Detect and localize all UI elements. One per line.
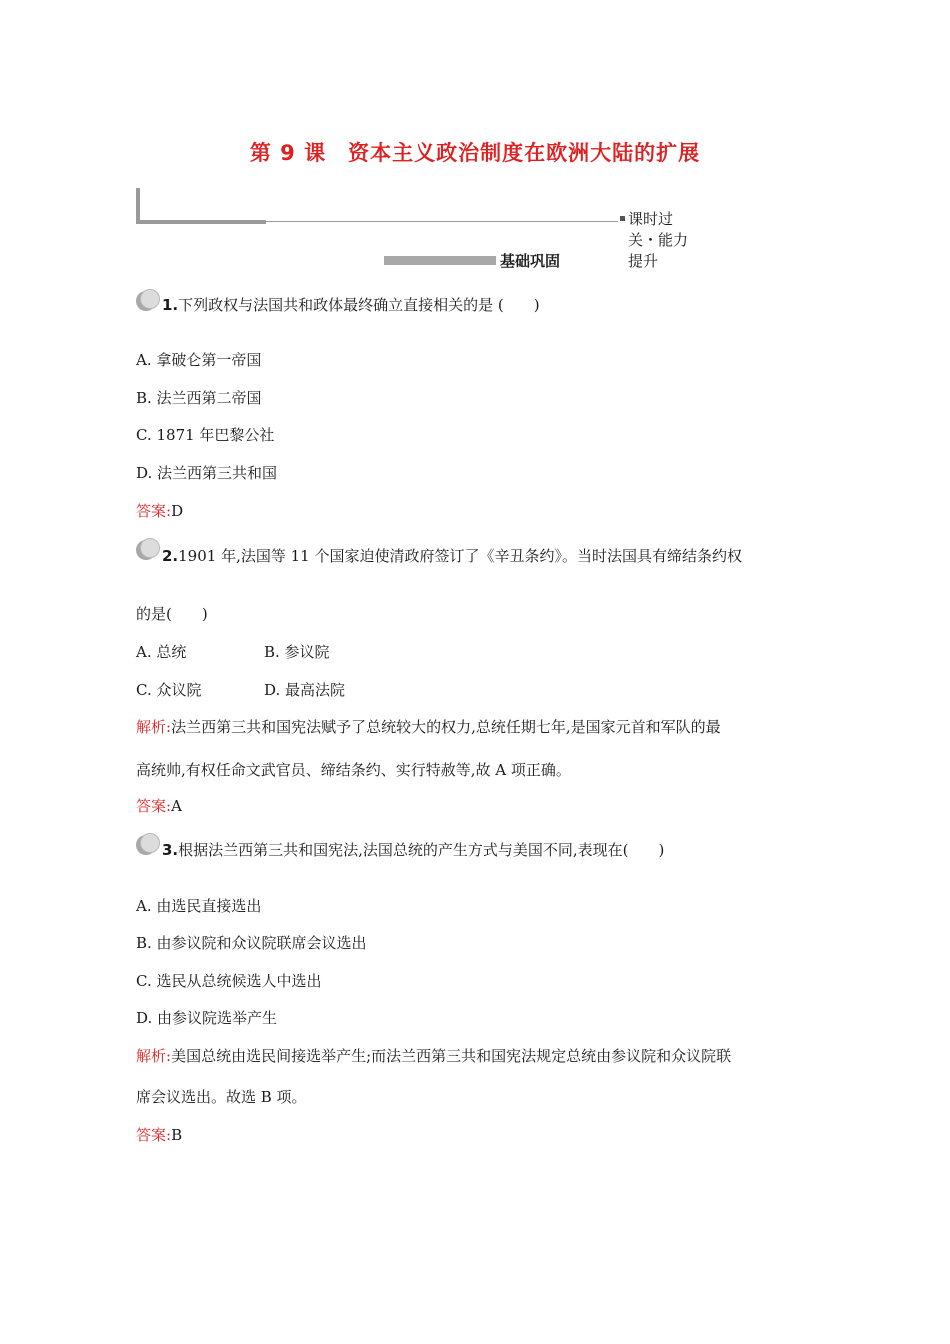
banner-thin-rule: [266, 221, 618, 222]
q2-options-row-1: [136, 641, 330, 662]
q3-answer-label: 答案:: [136, 1126, 172, 1144]
section-bar: [384, 256, 496, 265]
question-3-text: 根据法兰西第三共和国宪法,法国总统的产生方式与美国不同,表现在( ): [178, 841, 665, 859]
q3-analysis-text: 美国总统由选民间接选举产生;而法兰西第三共和国宪法规定总统由参议院和众议院联: [171, 1047, 732, 1065]
q3-answer-value: B: [171, 1126, 183, 1144]
question-marker-icon: [136, 289, 160, 311]
question-2-stem: [162, 545, 742, 566]
q1-answer-value: D: [171, 502, 184, 520]
question-1-text: 下列政权与法国共和政体最终确立直接相关的是 ( ): [178, 296, 540, 314]
q1-option-b: B. 法兰西第二帝国: [136, 389, 262, 407]
q3-option-b: B. 由参议院和众议院联席会议选出: [136, 934, 367, 952]
q2-analysis: [136, 716, 721, 737]
q1-option-d: D. 法兰西第三共和国: [136, 464, 278, 482]
banner-square-marker: [620, 216, 625, 221]
question-2-number: 2.: [162, 547, 179, 565]
q2-analysis-label: 解析:: [136, 718, 172, 736]
q3-analysis-cont: 席会议选出。故选 B 项。: [136, 1088, 307, 1106]
banner-thick-rule: [136, 220, 266, 224]
question-marker-icon: [136, 833, 160, 855]
question-1-stem: [162, 294, 540, 315]
q3-answer: [136, 1124, 182, 1145]
q3-option-d: D. 由参议院选举产生: [136, 1009, 278, 1027]
question-1-number: 1.: [162, 296, 179, 314]
q3-option-a: A. 由选民直接选出: [136, 897, 262, 915]
q2-option-c: C. 众议院: [136, 681, 202, 699]
q2-option-d: D. 最高法院: [264, 681, 346, 699]
banner-label: 课时过关・能力提升: [628, 210, 689, 270]
q2-answer-value: A: [171, 797, 182, 815]
q3-analysis: [136, 1045, 731, 1066]
q2-options-row-2: [136, 679, 346, 700]
q2-answer: [136, 795, 182, 816]
question-3-stem: [162, 839, 664, 860]
q2-analysis-text: 法兰西第三共和国宪法赋予了总统较大的权力,总统任期七年,是国家元首和军队的最: [171, 718, 721, 736]
q2-answer-label: 答案:: [136, 797, 172, 815]
q1-answer: [136, 500, 183, 521]
question-2-stem-cont: 的是( ): [136, 605, 208, 623]
page-title: 第 9 课 资本主义政治制度在欧洲大陆的扩展: [249, 141, 701, 165]
q3-option-c: C. 选民从总统候选人中选出: [136, 972, 322, 990]
q1-option-a: A. 拿破仑第一帝国: [136, 351, 262, 369]
q2-analysis-cont: 高统帅,有权任命文武官员、缔结条约、实行特赦等,故 A 项正确。: [136, 761, 571, 779]
question-3-number: 3.: [162, 841, 179, 859]
section-heading: [384, 252, 684, 272]
question-2-text: 1901 年,法国等 11 个国家迫使清政府签订了《辛丑条约》。当时法国具有缔结条约权: [178, 547, 742, 565]
q1-option-c: C. 1871 年巴黎公社: [136, 426, 275, 444]
q2-option-b: B. 参议院: [264, 643, 330, 661]
q1-answer-label: 答案:: [136, 502, 172, 520]
banner-vertical-rule: [136, 188, 140, 224]
q3-analysis-label: 解析:: [136, 1047, 172, 1065]
question-marker-icon: [136, 538, 160, 560]
section-label: 基础巩固: [500, 252, 561, 270]
q2-option-a: A. 总统: [136, 643, 187, 661]
